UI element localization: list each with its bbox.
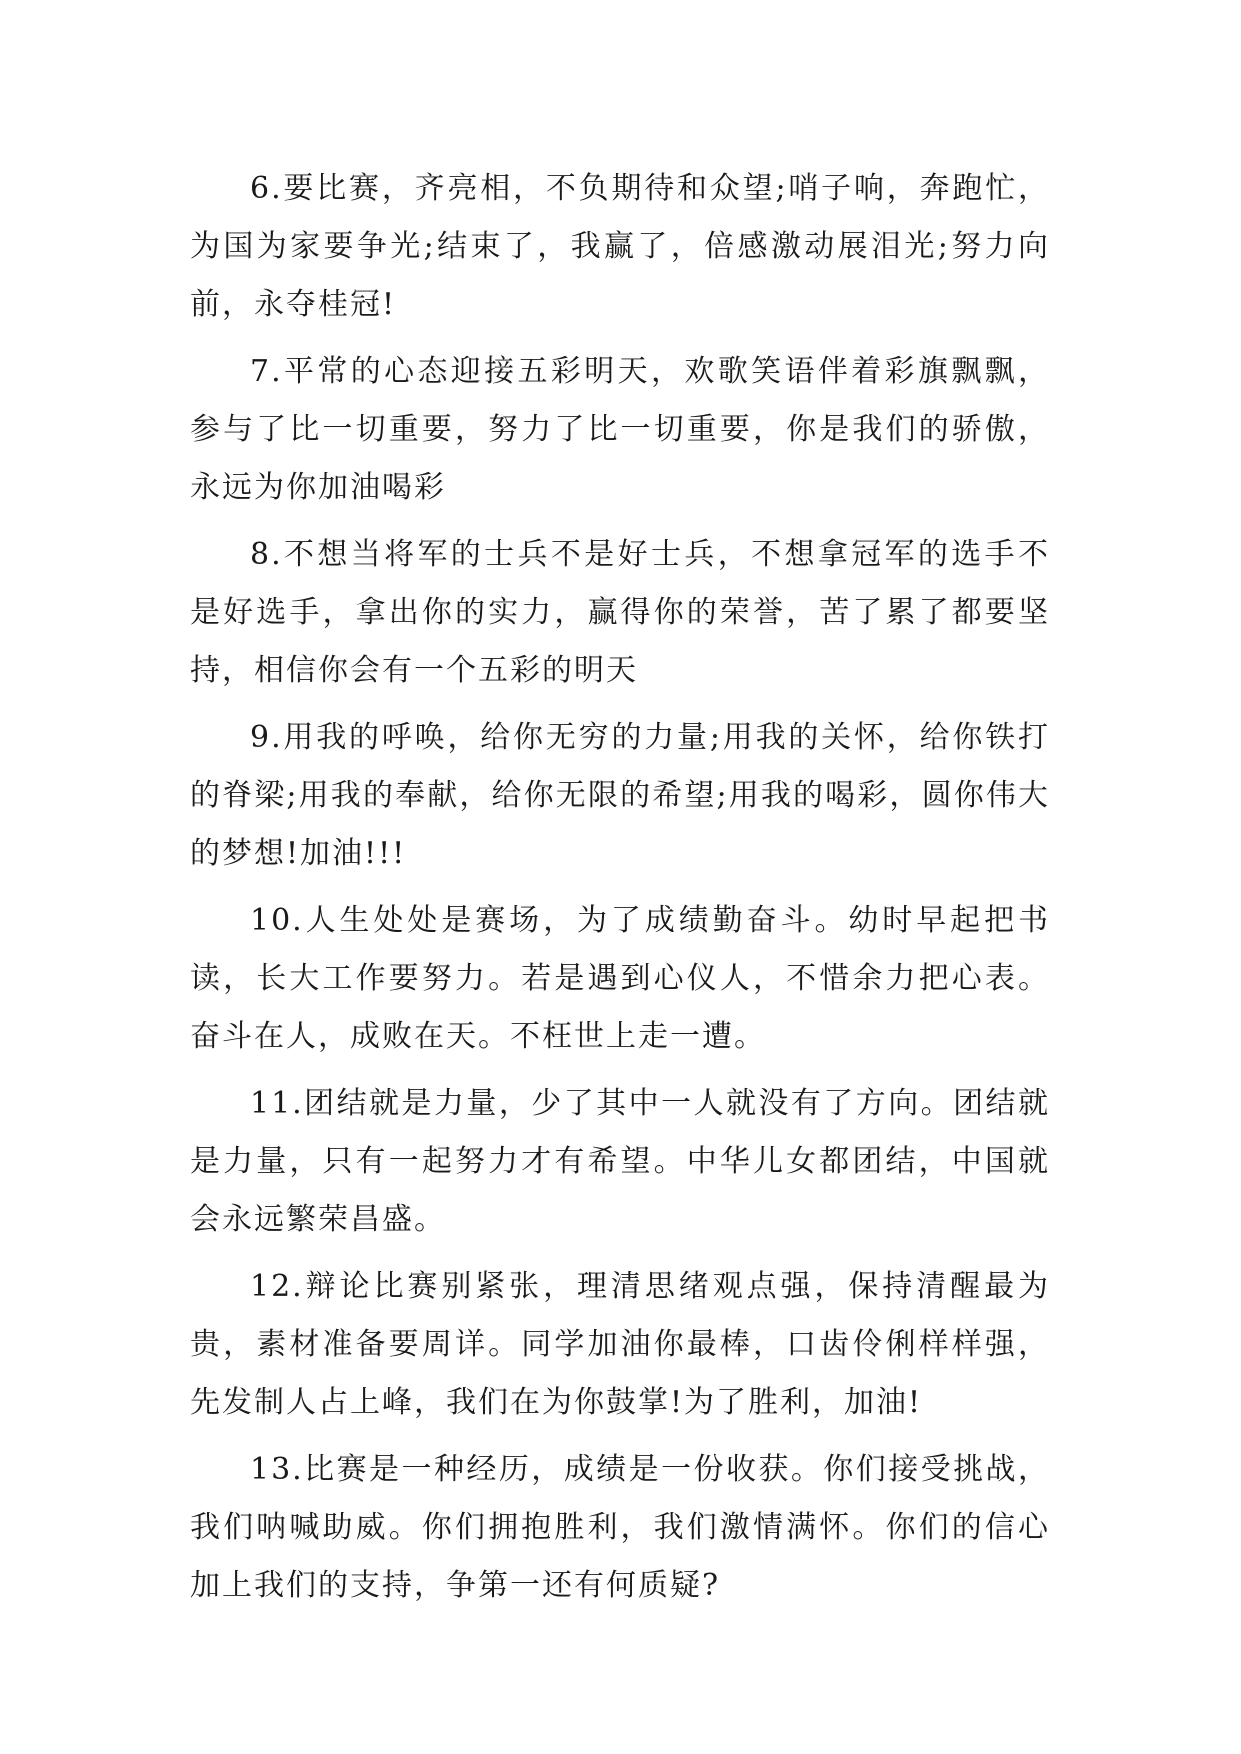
paragraph-10: 10.人生处处是赛场，为了成绩勤奋斗。幼时早起把书读，长大工作要努力。若是遇到心仪人，不惜余力把心表。奋斗在人，成败在天。不枉世上走一遭。 bbox=[190, 903, 1050, 1054]
paragraph-11: 11.团结就是力量，少了其中一人就没有了方向。团结就是力量，只有一起努力才有希望。中华儿女都团结，中国就会永远繁荣昌盛。 bbox=[190, 1086, 1050, 1237]
paragraph-12: 12.辩论比赛别紧张，理清思绪观点强，保持清醒最为贵，素材准备要周详。同学加油你最棒，口齿伶俐样样强，先发制人占上峰，我们在为你鼓掌!为了胜利，加油! bbox=[190, 1269, 1050, 1420]
document-body bbox=[190, 160, 1050, 1624]
paragraph-13: 13.比赛是一种经历，成绩是一份收获。你们接受挑战，我们呐喊助威。你们拥抱胜利，我们激情满怀。你们的信心加上我们的支持，争第一还有何质疑? bbox=[190, 1452, 1050, 1603]
paragraph-6: 6.要比赛，齐亮相，不负期待和众望;哨子响，奔跑忙，为国为家要争光;结束了，我赢了，倍感激动展泪光;努力向前，永夺桂冠! bbox=[190, 171, 1050, 322]
paragraph-9: 9.用我的呼唤，给你无穷的力量;用我的关怀，给你铁打的脊梁;用我的奉献，给你无限的希望;用我的喝彩，圆你伟大的梦想!加油!!! bbox=[190, 720, 1050, 871]
paragraph-8: 8.不想当将军的士兵不是好士兵，不想拿冠军的选手不是好选手，拿出你的实力，赢得你的荣誉，苦了累了都要坚持，相信你会有一个五彩的明天 bbox=[190, 537, 1050, 688]
paragraph-7: 7.平常的心态迎接五彩明天，欢歌笑语伴着彩旗飘飘，参与了比一切重要，努力了比一切重要，你是我们的骄傲，永远为你加油喝彩 bbox=[190, 354, 1050, 505]
